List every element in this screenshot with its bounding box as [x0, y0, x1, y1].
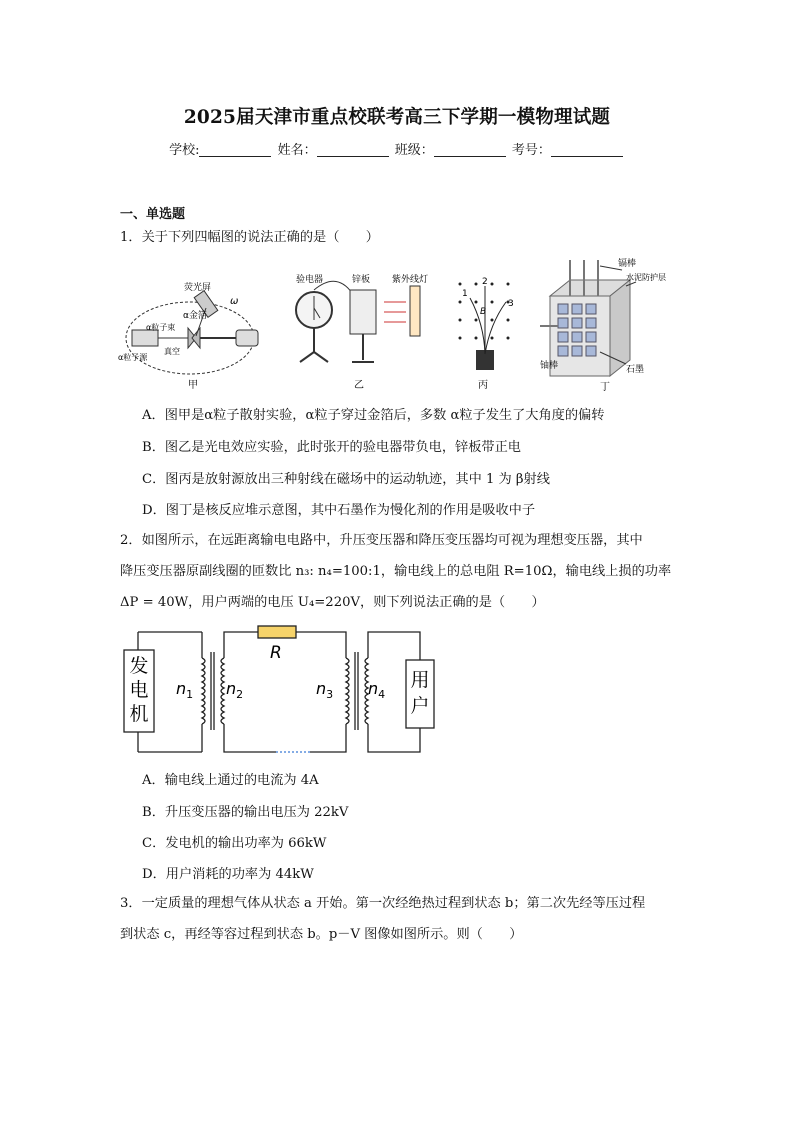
name-blank	[317, 143, 389, 157]
q2-line3: ΔP = 40W，用户两端的电压 U₄=220V，则下列说法正确的是（ ）	[120, 595, 545, 610]
label-n4: $n_4$	[368, 679, 386, 701]
alpha-source-box	[132, 330, 158, 346]
label-track-1: 1	[462, 289, 468, 299]
label-uv-lamp: 紫外线灯	[392, 275, 429, 285]
label-vacuum: 真空	[164, 347, 180, 356]
id-label: 考号：	[511, 143, 551, 158]
q2-option-d: D．用户消耗的功率为 44kW	[142, 867, 314, 882]
caption-yi: 乙	[354, 380, 364, 391]
id-blank	[551, 143, 623, 157]
uv-lamp	[410, 286, 420, 336]
figure-bing	[450, 274, 530, 394]
label-n3: $n_3$	[316, 679, 334, 701]
label-concrete-layer: 水泥防护层	[626, 273, 666, 282]
q3-line2: 到状态 c，再经等容过程到状态 b。p－V 图像如图所示。则（ ）	[120, 927, 523, 942]
figure-ding	[540, 256, 690, 394]
q1-stem: 1．关于下列四幅图的说法正确的是（ ）	[120, 230, 379, 245]
section-heading: 一、单选题	[120, 207, 186, 222]
q1-option-d: D．图丁是核反应堆示意图，其中石墨作为慢化剂的作用是吸收中子	[142, 503, 536, 518]
student-info-line	[0, 139, 794, 158]
label-track-2: 2	[482, 277, 488, 287]
label-uranium-rod: 铀棒	[540, 361, 559, 371]
caption-jia: 甲	[188, 380, 198, 391]
resistor-r	[258, 626, 296, 638]
generator-char-2: 电	[129, 679, 149, 701]
q2-circuit-diagram	[118, 620, 448, 762]
school-blank	[199, 143, 271, 157]
q1-option-a: A．图甲是α粒子散射实验，α粒子穿过金箔后，多数 α粒子发生了大角度的偏转	[142, 408, 605, 423]
school-label: 学校:	[169, 143, 200, 158]
label-track-3: 3	[508, 299, 514, 309]
q3-line1: 3．一定质量的理想气体从状态 a 开始。第一次经绝热过程到状态 b；第二次先经等压过程	[120, 896, 646, 911]
label-cadmium-rod: 镉棒	[618, 259, 637, 269]
label-r: R	[270, 643, 282, 663]
q1-option-c: C．图丙是放射源放出三种射线在磁场中的运动轨迹，其中 1 为 β射线	[142, 472, 550, 487]
user-char-2: 户	[410, 695, 430, 717]
q2-line1: 2．如图所示，在远距离输电电路中，升压变压器和降压变压器均可视为理想变压器，其中	[120, 533, 643, 548]
label-graphite: 石墨	[626, 365, 645, 375]
generator-char-1: 发	[129, 655, 149, 677]
name-label: 姓名：	[277, 143, 317, 158]
label-alpha-source: α粒子源	[118, 353, 148, 362]
label-gold-foil: α金箔	[183, 311, 207, 321]
label-field-b: B	[480, 307, 487, 317]
label-n2: $n_2$	[226, 679, 244, 701]
label-zinc: 锌板	[352, 275, 371, 285]
label-electroscope: 验电器	[296, 275, 324, 285]
q2-option-c: C．发电机的输出功率为 66kW	[142, 836, 327, 851]
q2-option-a: A．输电线上通过的电流为 4A	[142, 773, 319, 788]
q2-line2: 降压变压器原副线圈的匝数比 n₃: n₄=100:1，输电线上的总电阻 R=10Ω，输电线上损的功率	[120, 564, 672, 579]
generator-char-3: 机	[129, 703, 149, 725]
class-blank	[434, 143, 506, 157]
q1-option-b: B．图乙是光电效应实验，此时张开的验电器带负电，锌板带正电	[142, 440, 521, 455]
figure-jia	[118, 258, 268, 393]
label-alpha-beam: α粒子束	[146, 323, 176, 332]
label-omega: ω	[230, 296, 239, 307]
zinc-plate	[350, 290, 376, 334]
user-char-1: 用	[410, 669, 430, 691]
label-n1: $n_1$	[176, 679, 194, 701]
class-label: 班级：	[394, 143, 434, 158]
caption-ding: 丁	[600, 382, 610, 393]
label-screen: 荧光屏	[184, 283, 212, 293]
page-title: 2025届天津市重点校联考高三下学期一模物理试题	[183, 107, 611, 128]
q2-option-b: B．升压变压器的输出电压为 22kV	[142, 805, 349, 820]
figure-yi	[288, 268, 438, 393]
caption-bing: 丙	[478, 380, 488, 391]
